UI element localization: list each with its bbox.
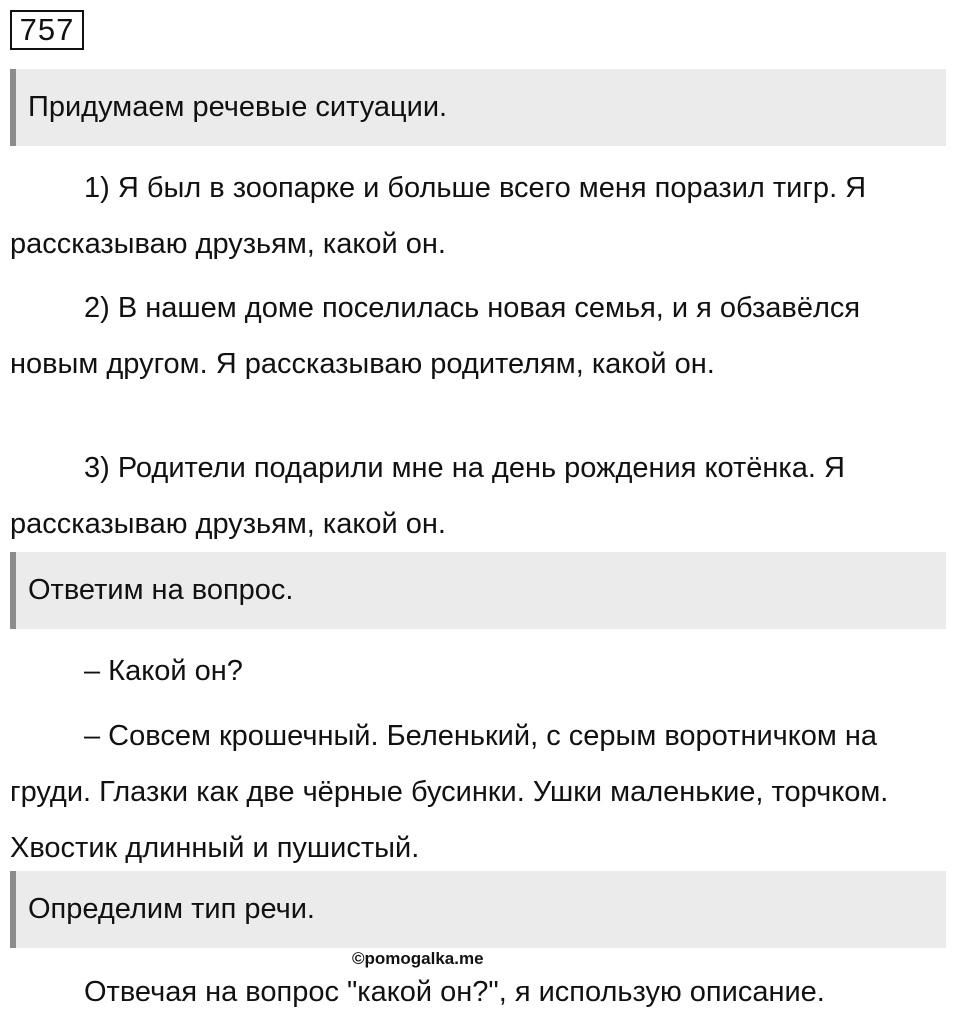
paragraph-situation-1: 1) Я был в зоопарке и больше всего меня поразил тигр. Я рассказываю друзьям, какой он. bbox=[10, 172, 867, 260]
section-header-speech-type: Определим тип речи. bbox=[10, 871, 946, 948]
paragraph-conclusion: Отвечая на вопрос "какой он?", я использую описание. bbox=[84, 976, 825, 1008]
paragraph-question: – Какой он? bbox=[84, 655, 243, 687]
watermark: ©pomogalka.me bbox=[352, 949, 484, 968]
task-number-box: 757 bbox=[10, 10, 84, 50]
paragraph-situation-2: 2) В нашем доме поселилась новая семья, и я обзавёлся новым другом. Я рассказываю родителям, какой он. bbox=[10, 292, 861, 380]
section-header-situations: Придумаем речевые ситуации. bbox=[10, 69, 946, 146]
section-header-answer: Ответим на вопрос. bbox=[10, 552, 946, 629]
paragraph-answer: – Совсем крошечный. Беленький, с серым воротничком на груди. Глазки как две чёрные бусинки. Ушки маленькие, торчком. Хвостик длинный и пушистый. bbox=[10, 720, 889, 864]
paragraph-situation-3: 3) Родители подарили мне на день рождения котёнка. Я рассказываю друзьям, какой он. bbox=[10, 452, 845, 540]
